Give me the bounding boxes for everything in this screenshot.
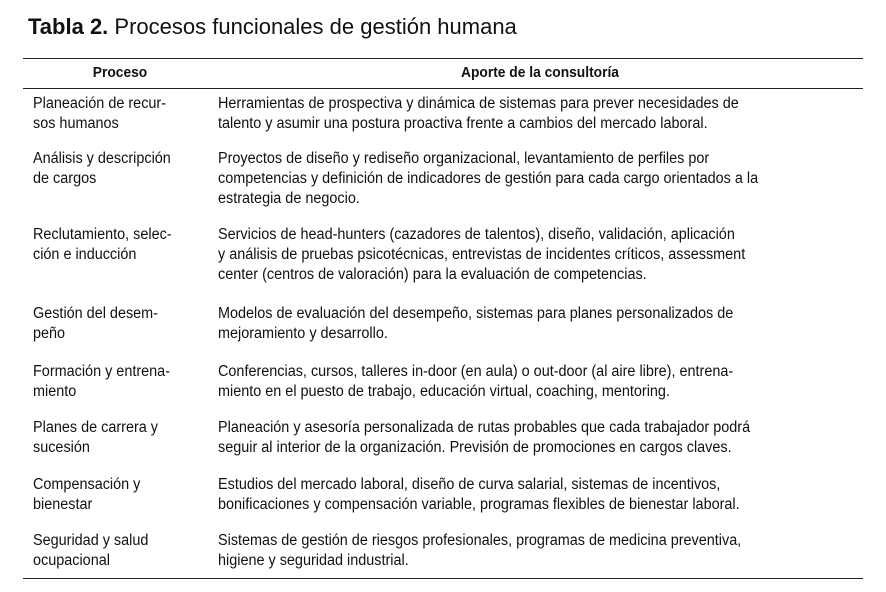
cell-aporte	[218, 304, 863, 344]
table-caption	[28, 14, 517, 40]
cell-line: de cargos	[33, 170, 97, 187]
cell-line: sucesión	[33, 439, 90, 456]
cell-proceso	[33, 225, 213, 265]
cell-line: Formación y entrena-	[33, 363, 171, 380]
cell-aporte	[218, 225, 863, 285]
cell-line: Planeación de recur-	[33, 95, 167, 112]
column-header-aporte: Aporte de la consultoría	[461, 64, 619, 81]
cell-line: Planes de carrera y	[33, 419, 158, 436]
cell-aporte	[218, 94, 863, 134]
cell-line: Servicios de head-hunters (cazadores de talentos), diseño, validación, aplicación	[218, 226, 735, 243]
cell-line: Proyectos de diseño y rediseño organizacional, levantamiento de perfiles por	[218, 150, 710, 167]
cell-proceso	[33, 475, 213, 515]
cell-aporte	[218, 362, 863, 402]
cell-line: talento y asumir una postura proactiva frente a cambios del mercado laboral.	[218, 115, 708, 132]
table-caption-label: Tabla 2.	[28, 14, 109, 39]
cell-line: sos humanos	[33, 115, 119, 132]
cell-aporte	[218, 531, 863, 571]
cell-proceso	[33, 418, 213, 458]
cell-line: center (centros de valoración) para la evaluación de competencias.	[218, 266, 647, 283]
column-header-proceso: Proceso	[92, 64, 148, 81]
cell-line: Conferencias, cursos, talleres in-door (en aula) o out-door (al aire libre), entrena-	[218, 363, 734, 380]
table-top-rule	[23, 58, 863, 59]
cell-line: Estudios del mercado laboral, diseño de curva salarial, sistemas de incentivos,	[218, 476, 721, 493]
cell-line: miento	[33, 383, 77, 400]
cell-line: y análisis de pruebas psicotécnicas, entrevistas de incidentes críticos, assessment	[218, 246, 746, 263]
table-bottom-rule	[23, 578, 863, 579]
cell-line: Herramientas de prospectiva y dinámica de sistemas para prever necesidades de	[218, 95, 739, 112]
cell-aporte	[218, 475, 863, 515]
cell-line: bienestar	[33, 496, 93, 513]
cell-proceso	[33, 362, 213, 402]
cell-line: Planeación y asesoría personalizada de rutas probables que cada trabajador podrá	[218, 419, 751, 436]
cell-line: miento en el puesto de trabajo, educación virtual, coaching, mentoring.	[218, 383, 670, 400]
cell-line: ocupacional	[33, 552, 110, 569]
cell-proceso	[33, 304, 213, 344]
cell-aporte	[218, 149, 863, 209]
cell-line: seguir al interior de la organización. Previsión de promociones en cargos claves.	[218, 439, 732, 456]
cell-line: Modelos de evaluación del desempeño, sistemas para planes personalizados de	[218, 305, 734, 322]
cell-line: ción e inducción	[33, 246, 137, 263]
cell-line: Sistemas de gestión de riesgos profesionales, programas de medicina preventiva,	[218, 532, 742, 549]
cell-proceso	[33, 149, 213, 189]
cell-line: competencias y definición de indicadores de gestión para cada cargo orientados a la	[218, 170, 759, 187]
cell-line: peño	[33, 325, 66, 342]
cell-line: Compensación y	[33, 476, 141, 493]
cell-line: mejoramiento y desarrollo.	[218, 325, 388, 342]
cell-proceso	[33, 94, 213, 134]
cell-line: estrategia de negocio.	[218, 190, 360, 207]
table-caption-title: Procesos funcionales de gestión humana	[114, 14, 517, 39]
table-header-rule	[23, 88, 863, 89]
cell-line: Seguridad y salud	[33, 532, 149, 549]
cell-line: Gestión del desem-	[33, 305, 158, 322]
cell-line: bonificaciones y compensación variable, programas flexibles de bienestar laboral.	[218, 496, 740, 513]
cell-aporte	[218, 418, 863, 458]
cell-line: Análisis y descripción	[33, 150, 171, 167]
cell-line: Reclutamiento, selec-	[33, 226, 172, 243]
cell-line: higiene y seguridad industrial.	[218, 552, 409, 569]
cell-proceso	[33, 531, 213, 571]
